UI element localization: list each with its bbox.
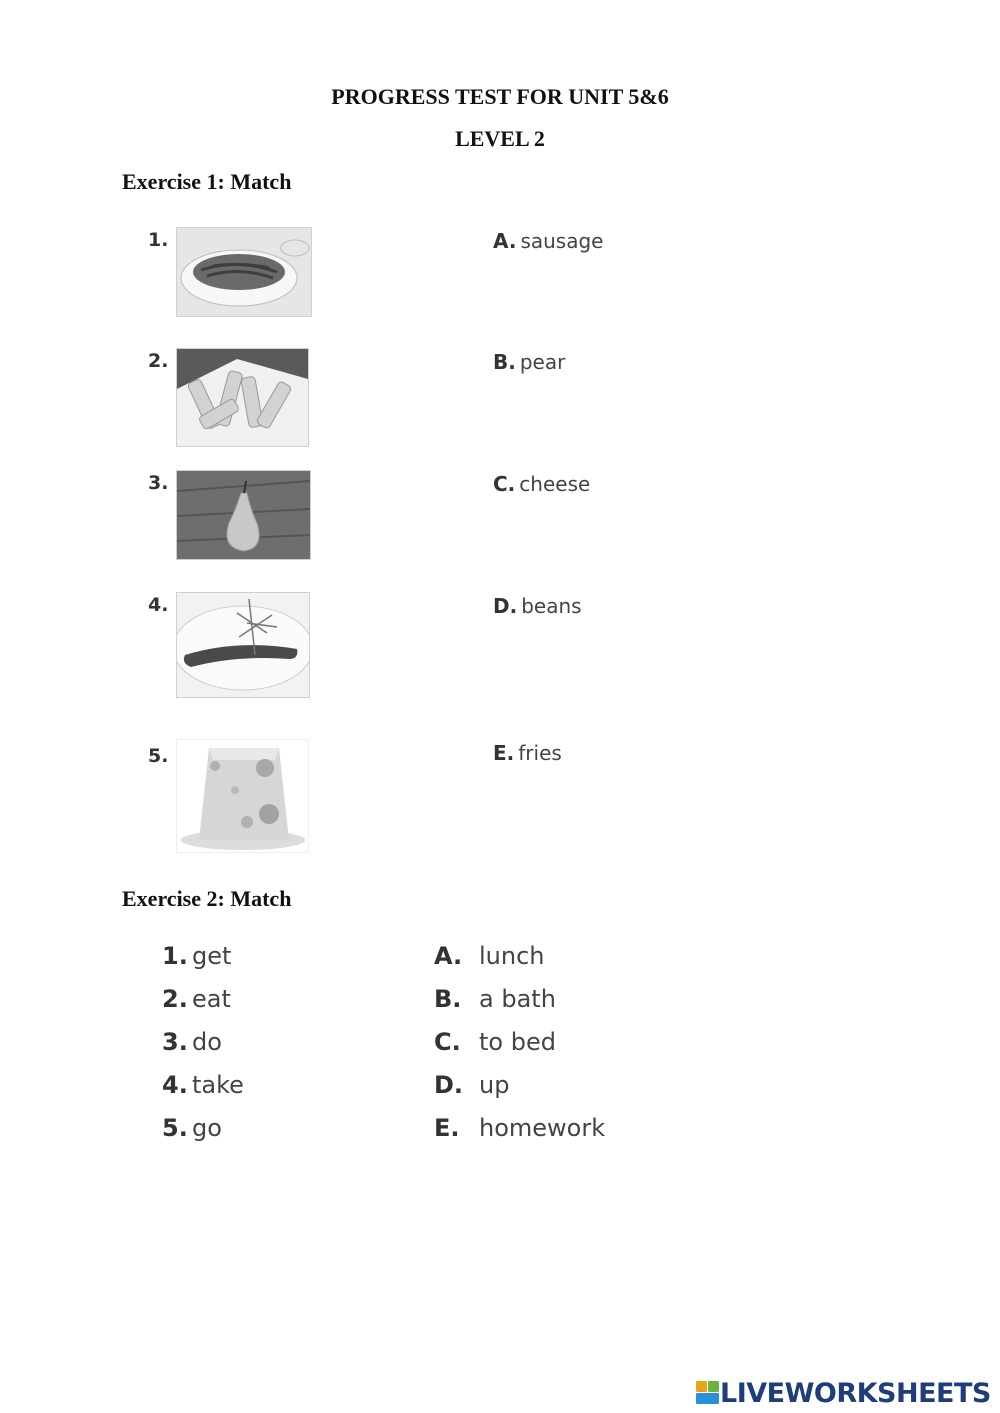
ex2-letter: C. (434, 1028, 461, 1056)
option-letter: C. (493, 472, 516, 496)
option-word: sausage (520, 229, 604, 253)
pear-photo (176, 470, 311, 560)
brand-name: LIVEWORKSHEETS (720, 1377, 991, 1409)
ex2-verb: get (192, 942, 232, 970)
ex1-number: 5. (148, 745, 169, 767)
ex1-option (493, 594, 582, 618)
ex2-verb: do (192, 1028, 222, 1056)
ex1-number: 3. (148, 472, 169, 494)
option-word: pear (519, 350, 566, 374)
level-label: LEVEL 2 (455, 126, 545, 151)
ex1-option (493, 741, 562, 765)
ex2-number: 4. (162, 1071, 188, 1099)
ex2-letter: B. (434, 985, 462, 1013)
ex2-verb: go (192, 1114, 222, 1142)
liveworksheets-logo-icon (696, 1381, 720, 1405)
ex2-number: 5. (162, 1114, 188, 1142)
ex1-option (493, 472, 590, 496)
fries-photo (176, 348, 309, 447)
option-letter: E. (493, 741, 515, 765)
exercise1-heading: Exercise 1: Match (122, 169, 292, 194)
ex2-letter: D. (434, 1071, 464, 1099)
ex2-phrase: to bed (479, 1028, 556, 1056)
ex2-letter: A. (434, 942, 463, 970)
sausage-photo (176, 592, 310, 698)
ex2-letter: E. (434, 1114, 460, 1142)
option-word: cheese (519, 472, 591, 496)
ex1-number: 4. (148, 594, 169, 616)
cheese-photo (176, 739, 309, 853)
option-word: beans (521, 594, 582, 618)
ex1-number: 1. (148, 229, 169, 251)
exercise2-heading: Exercise 2: Match (122, 886, 292, 911)
ex1-option (493, 229, 603, 253)
ex2-phrase: homework (479, 1114, 606, 1142)
option-letter: A. (493, 229, 517, 253)
ex1-number: 2. (148, 350, 169, 372)
ex2-verb: eat (192, 985, 231, 1013)
ex2-number: 1. (162, 942, 188, 970)
ex2-phrase: a bath (479, 985, 556, 1013)
ex1-option (493, 350, 565, 374)
option-letter: D. (493, 594, 518, 618)
ex2-number: 2. (162, 985, 188, 1013)
page-title: PROGRESS TEST FOR UNIT 5&6 (331, 84, 669, 109)
ex2-number: 3. (162, 1028, 188, 1056)
option-letter: B. (493, 350, 516, 374)
liveworksheets-brand[interactable] (696, 1378, 991, 1408)
beans-dish-photo (176, 227, 312, 317)
ex2-phrase: lunch (479, 942, 545, 970)
ex2-verb: take (192, 1071, 244, 1099)
option-word: fries (518, 741, 562, 765)
ex2-phrase: up (479, 1071, 510, 1099)
